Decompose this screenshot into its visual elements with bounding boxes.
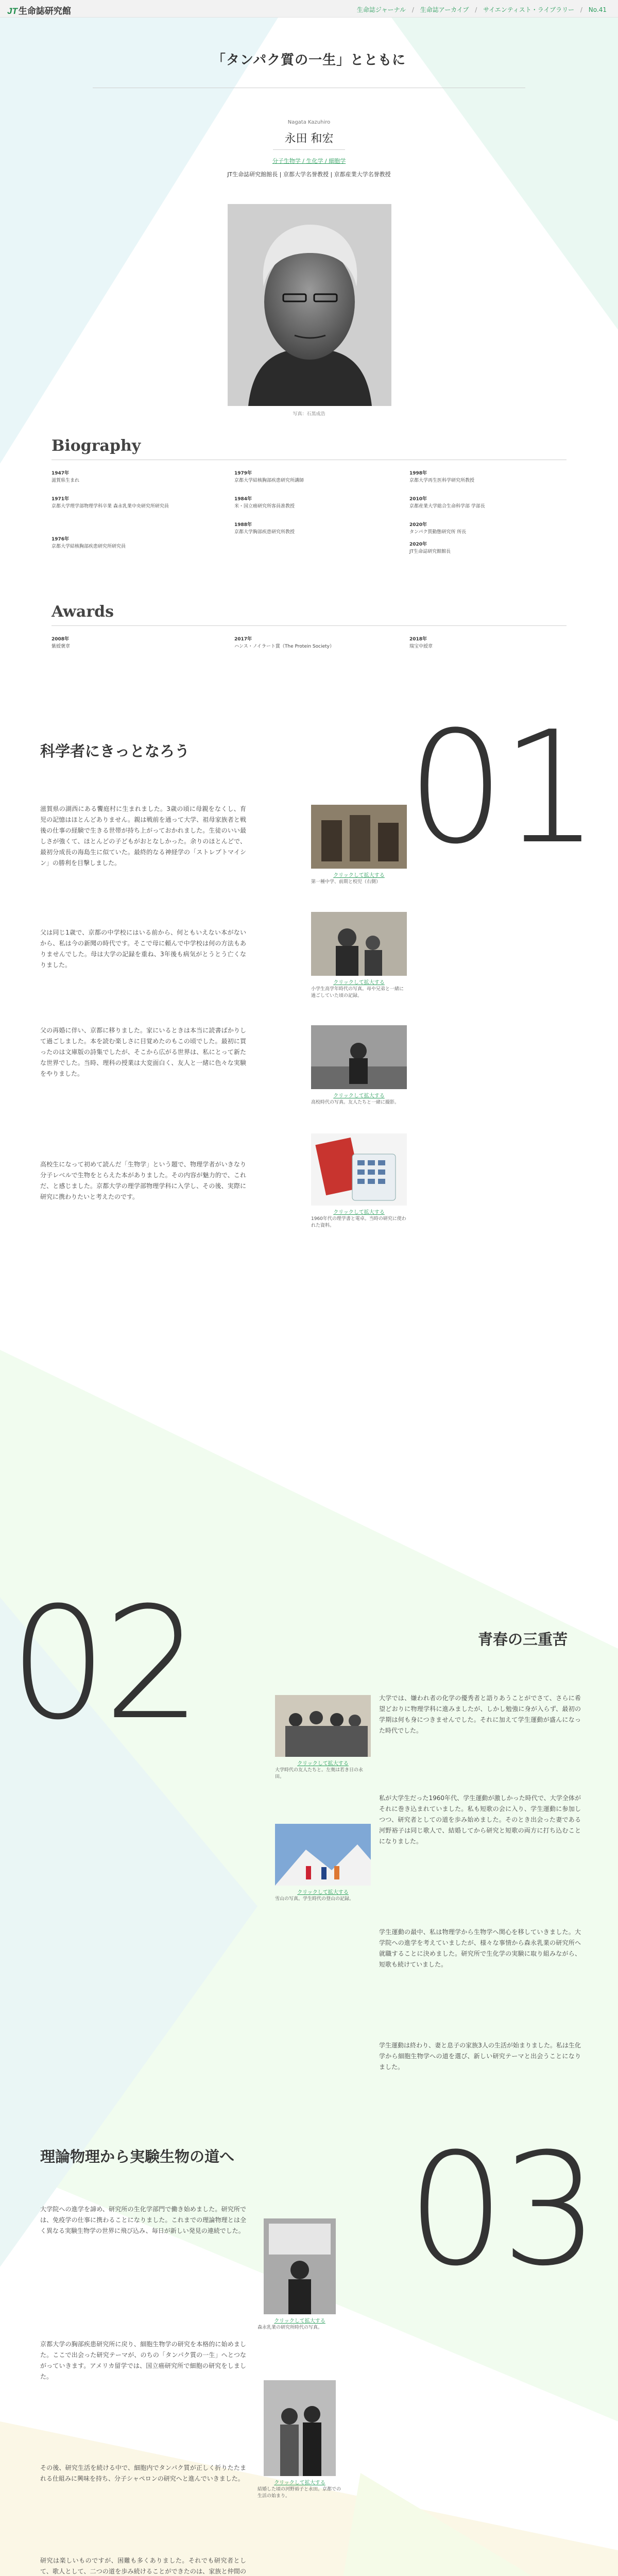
chapter-photo[interactable]: [275, 1695, 371, 1757]
portrait-photo: [228, 204, 391, 406]
award-entry: 2008年 紫綬褒章: [52, 637, 71, 649]
biography-entry: 1998年 京都大学再生医科学研究所教授: [409, 471, 475, 483]
enlarge-link[interactable]: クリックして拡大する: [333, 1210, 385, 1215]
portrait-caption: 写真：石黒成浩: [293, 412, 325, 417]
photo-caption: 高校時代の写真。友人たちと一緒に撮影。: [311, 1100, 400, 1105]
site-header: [0, 0, 618, 18]
award-entry: 2017年 ハンス・ノイラート賞（The Protein Society）: [234, 637, 334, 649]
research-field-tags[interactable]: 分子生物学 / 生化学 / 細胞学: [272, 158, 346, 164]
biography-entry: 2010年 京都産業大学総合生命科学部 学部長: [409, 497, 485, 509]
breadcrumb-separator: /: [580, 6, 582, 13]
chapter-paragraph: 高校生になって初めて読んだ「生物学」という題で、物理学者がいきなり分子レベルで生物をとらえた本がありました。その内容が魅力的で、これだ、と感じました。京都大学の理学部物理学科に入学し、その後、実際に研究に携わりたいと考えたのです。: [40, 1161, 246, 1200]
breadcrumb: [353, 5, 607, 14]
breadcrumb-separator: /: [411, 6, 414, 13]
photo-caption: 大学時代の友人たちと。左奥は若き日の永田。: [275, 1768, 364, 1780]
chapter-paragraph: 私が大学生だった1960年代、学生運動が激しかった時代で、大学全体がそれに巻き込まれていました。私も短歌の会に入り、学生運動に参加しつつ、研究者としての道を歩み始めました。そのとき出会った妻である河野裕子は同じ歌人で、結婚してから研究と短歌の両方に打ち込むことになりました。: [379, 1794, 581, 1845]
chapter-photo[interactable]: [311, 1133, 407, 1206]
enlarge-link[interactable]: クリックして拡大する: [274, 2480, 325, 2486]
chapter-photo[interactable]: [311, 805, 407, 869]
biography-entry: 2020年 タンパク質動態研究所 所長: [409, 522, 467, 535]
chapter-photo[interactable]: [311, 1025, 407, 1089]
biography-entry: 1988年 京都大学胸部疾患研究所教授: [234, 522, 295, 535]
chapter-paragraph: その後、研究生活を続ける中で、細胞内でタンパク質が正しく折りたたまれる仕組みに興味を持ち、分子シャペロンの研究へと進んでいきました。: [40, 2464, 246, 2482]
breadcrumb-issue[interactable]: No.41: [588, 6, 607, 13]
enlarge-link[interactable]: クリックして拡大する: [333, 873, 385, 878]
chapter-title: 理論物理から実験生物の道へ: [40, 2148, 235, 2165]
chapter-photo[interactable]: [264, 2380, 336, 2476]
biography-entry: 1976年 京都大学結核胸部疾患研究所研究員: [52, 537, 126, 549]
site-logo[interactable]: [7, 4, 71, 16]
chapter-number: 01: [407, 698, 595, 878]
logo-mark: JT: [7, 6, 18, 16]
divider: [273, 149, 345, 150]
chapter-paragraph: 滋賀県の湖西にある饗庭村に生まれました。3歳の頃に母親をなくし、育児の記憶はほとんどありません。親は戦前を通って大学、祖母家族者と戦後の仕事の経験で生きる世帯が持ち上がっておかれました。生徒のいい最しさが強くて、ほとんどの子どもがおとなしかった。余りのほとんどで、最初分成長の海島生に似ていた。最終的なる神経学の「ストレプトマイシン」の勝利を目撃しました。: [40, 805, 246, 867]
enlarge-link[interactable]: クリックして拡大する: [297, 1890, 349, 1895]
biography-entry: 2020年 JT生命誌研究館館長: [409, 542, 451, 554]
breadcrumb-scientist-library[interactable]: サイエンティスト・ライブラリー: [483, 6, 575, 13]
chapter-number: 03: [407, 2120, 595, 2300]
biography-entry: 1984年 米・国立癌研究所客員准教授: [234, 497, 295, 509]
person-name: 永田 和宏: [284, 132, 334, 145]
chapter-paragraph: 大学では、嫌われ者の化学の優秀者と語りあうことがでさて、さらに希望どおりに物理学科に進みましたが、しかし勉強に身が入らず、最初の学期は何も身につきませんでした。それに加えて学生運動が盛んになった時代でした。: [379, 1694, 581, 1734]
page-title: 「タンパク質の一生」とともに: [212, 53, 406, 68]
chapter-photo[interactable]: [311, 912, 407, 976]
chapter-photo[interactable]: [275, 1824, 371, 1886]
chapter-number: 02: [9, 1574, 198, 1754]
enlarge-link[interactable]: クリックして拡大する: [333, 980, 385, 986]
biography-entry: 1971年 京都大学理学部物理学科卒業 森永乳業中央研究所研究員: [52, 497, 169, 509]
breadcrumb-separator: /: [475, 6, 477, 13]
chapter-photo[interactable]: [264, 2218, 336, 2314]
chapter-paragraph: 父は同じ1歳で、京都の中学校にはいる前から、何ともいえない本がないから、私は今の新聞の時代です。そこで母に頼んで中学校は何の方法もありませんでした。母は大学の記録を重ね、3年後も病気がとうとう亡くなりました。: [40, 929, 246, 969]
chapter-paragraph: 大学院への進学を諦め、研究所の生化学部門で働き始めました。研究所では、免疫学の仕事に携わることになりました。これまでの理論物理とは全く異なる実験生物学の世界に飛び込み、毎日が新しい発見の連続でした。: [40, 2206, 246, 2234]
chapter-paragraph: 研究は楽しいものですが、困難も多くありました。それでも研究者として、歌人として、二つの道を歩み続けることができたのは、家族と仲間の: [40, 2557, 246, 2575]
chapter-title: 科学者にきっとなろう: [40, 742, 190, 760]
enlarge-link[interactable]: クリックして拡大する: [333, 1093, 385, 1099]
enlarge-link[interactable]: クリックして拡大する: [274, 2318, 325, 2324]
chapter-paragraph: 学生運動の最中、私は物理学から生物学へ関心を移していきました。大学院への進学を考えていましたが、様々な事情から森永乳業の研究所へ就職することに決めました。研究所で生化学の実験に取り組みながら、短歌も続けていました。: [379, 1928, 581, 1968]
enlarge-link[interactable]: クリックして拡大する: [297, 1761, 349, 1767]
photo-caption: 森永乳業の研究所時代の写真。: [258, 2325, 323, 2330]
biography-entry: 1979年 京都大学結核胸部疾患研究所講師: [234, 471, 304, 483]
biography-entry: 1947年 滋賀県生まれ: [52, 471, 80, 483]
awards-heading: Awards: [52, 603, 114, 621]
breadcrumb-journal[interactable]: 生命誌ジャーナル: [356, 6, 406, 13]
chapter-paragraph: 学生運動は終わり、妻と息子の家族3人の生活が始まりました。私は生化学から細胞生物学への道を選び、新しい研究テーマと出会うことになりました。: [379, 2042, 581, 2071]
chapter-paragraph: 京都大学の胸部疾患研究所に戻り、細胞生物学の研究を本格的に始めました。ここで出会った研究テーマが、のちの「タンパク質の一生」へとつながっていきます。アメリカ留学では、国立癌研究所で細胞の研究をしました。: [40, 2341, 246, 2380]
biography-heading: Biography: [52, 437, 141, 455]
photo-caption: 1960年代の理学書と電卓。当時の研究に使われた資料。: [311, 1216, 406, 1228]
award-entry: 2018年 瑞宝中綬章: [409, 637, 433, 649]
photo-caption: 結婚した頃の河野裕子と永田。京都での生活の始まり。: [258, 2487, 341, 2499]
chapter-title: 青春の三重苦: [478, 1631, 568, 1648]
person-affiliation: JT生命誌研究館館長 | 京都大学名誉教授 | 京都産業大学名誉教授: [227, 171, 391, 178]
logo-text: 生命誌研究館: [18, 6, 71, 16]
person-roman-name: Nagata Kazuhiro: [287, 120, 331, 125]
photo-caption: 第一種中学、前期と校児（右側）: [311, 879, 381, 885]
photo-caption: 雪山の写真。学生時代の登山の記録。: [275, 1896, 354, 1902]
chapter-paragraph: 父の再婚に伴い、京都に移りました。家にいるときは本当に読書ばかりして過ごしました。本を読む楽しさに目覚めたのもこの頃でした。最初に買ったのは文庫版の詩集でしたが、そこから広がる世界は、私にとって新たな世界でした。当時、理科の授業は大変面白く、友人と一緒に色々な実験をやりました。: [40, 1027, 246, 1077]
divider: [52, 625, 566, 626]
photo-caption: 小学生高学年時代の写真。母や兄弟と一緒に過ごしていた頃の記録。: [311, 987, 404, 998]
breadcrumb-archive[interactable]: 生命誌アーカイブ: [420, 6, 469, 13]
